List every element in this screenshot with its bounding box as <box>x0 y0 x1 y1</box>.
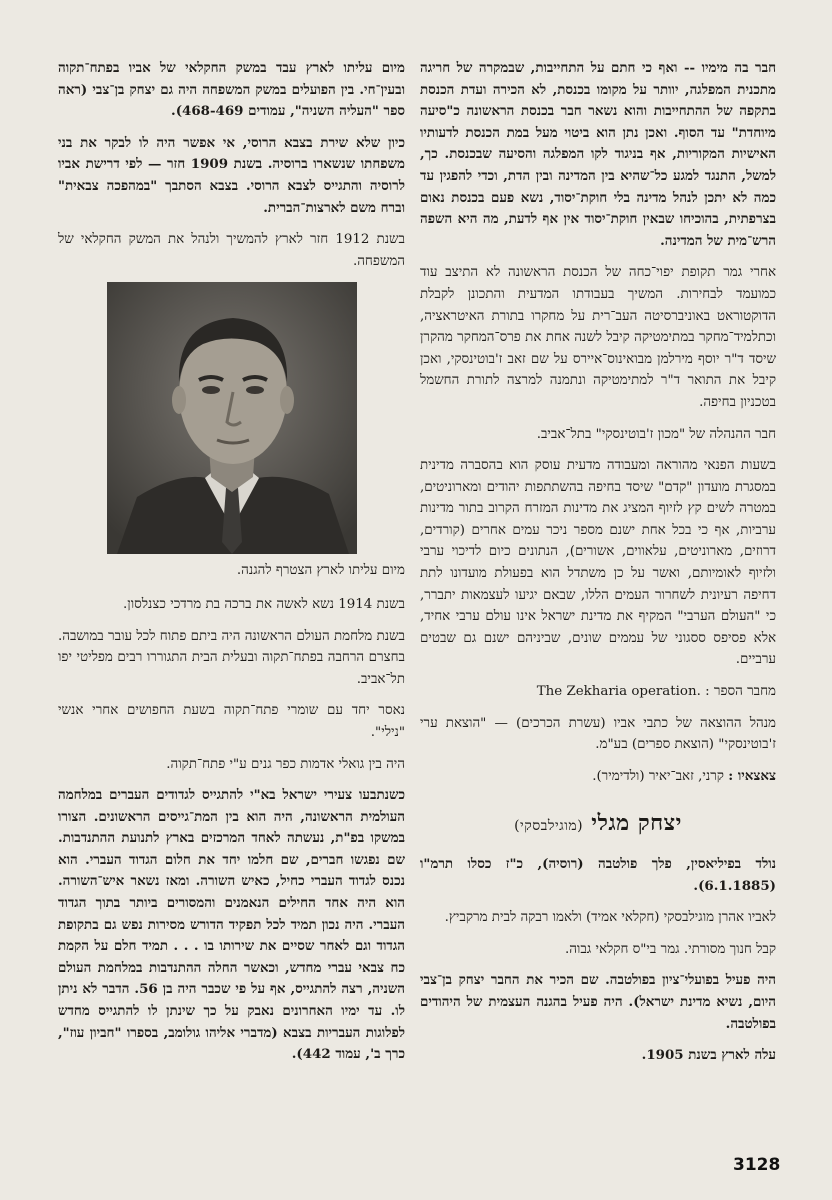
book-title: The Zekharia operation. <box>536 684 701 700</box>
paragraph: נולד בפיליאסין, פלך פולטבה (רוסיה), כ"ז כסלו תרמ"ו (6.1.1885). <box>420 856 776 894</box>
book-label: מחבר הספר : <box>705 684 776 700</box>
portrait-illustration <box>107 282 357 554</box>
paragraph: אחרי גמר תקופת יפוי־כחה של הכנסת הראשונה לא התיצב עוד כמועמד לבחירות. המשיך בעבודתו המדעית והתכונן לקבלת הדוקטוראט באוניברסיטה העב־רית על מחקרו בתורת האיטראציה, וכתלמיד־מחקר במתימטיקה קיבל לשנה אחת את פרס־המחקר מהקרן שיסד ד"ר יוסף מירלמן מבואינוס־איירס על שם זאב ז'בוטינסקי, ואכן קיבל את התואר ד"ר למתימטיקה ונתמנה למרצה לתורת החשמל בטכניון בחיפה. <box>420 265 776 410</box>
paragraph: קבל חנוך מסורתי. גמר בי"ס חקלאי גבוה. <box>564 941 776 957</box>
paragraph: חבר בה מימיו -- ואף כי חתם על התחייבות, שבמקרה של חריגה מתכנית המפלגה, יוותר על מקומו בכנסת, לא הכירה ועדת הכנסת בתקפה של ההתחייבות והוא נשאר חבר בכנסת הראשונה כ"סיעה מיוחדת" עד הסוף. ואכן נתן הוא ביטוי מעל במת הכנסת לדעותיו האישיות המקוריות, אף בניגוד לקו המפלגה והסיעה שבכנסת. כך, למשל, התנגד למגע כל־שהיא בין המדינה ובין הדת, וכדי להפגין עד כמה לא יתכן לנהל מדינה בלי חוקת־יסוד, נשא פעם בכנסת נאום בצרפתית, בהוכיחו שבאין חוקת־יסוד אין אף לדעת, מה היא השפה הרש־מית של המדינה. <box>420 60 776 249</box>
right-column <box>420 58 776 1077</box>
entry-heading <box>420 810 776 838</box>
paragraph: בשנת 1914 נשא לאשה את ברכה בת מרדכי כצנלסון. <box>123 596 405 612</box>
paragraph: מנהל ההוצאה של כתבי אביו (עשרת הכרכים) — "הוצאת ערי ז'בוטינסקי" (הוצאת ספרים) בע"מ. <box>420 715 776 753</box>
paragraph: בשנת 1912 חזר לארץ להמשיך ולנהל את המשק החקלאי של המשפחה. <box>58 232 405 269</box>
book-line <box>420 681 776 703</box>
paragraph: לאביו אהרן מוגילבסקי (חקלאי אמיד) ולאמו רבקה לבית מרקביץ. <box>444 910 776 926</box>
paragraph: מיום עליתו לארץ עבד במשק החקלאי של אביו בפתח־תקוה ובעין־חי. בין הפועלים במשק המשפחה היה גם יצחק בן־צבי (ראה ספר "העליה השניה", עמודים 468-469). <box>58 60 405 120</box>
photo-caption: מיום עליתו לארץ הצטרף להגנה. <box>236 563 405 579</box>
descendants-label: צאצאיו : <box>728 767 776 784</box>
paragraph: היה פעיל בפועלי־ציון בפולטבה. שם הכיר את החבר יצחק בן־צבי היום, נשיא מדינת ישראל). היה פעיל בהגנה העצמית של היהודים בפולטבה. <box>420 972 776 1032</box>
paragraph: חבר ההנהלה של "מכון ז'בוטינסקי" בתל־אביב. <box>536 426 776 442</box>
paragraph: בשנת מלחמת העולם הראשונה היה ביתם פתוח לכל עובר במושבה. בחצרם הרחבה בפתח־תקוה ובעלית הבית התגוררו רבים מפליטי יפו תל־אביב. <box>58 628 405 687</box>
descendants-text: קרני, זאב־יאיר (ולדימיר). <box>592 768 724 784</box>
paragraph: כיון שלא שירת בצבא הרוסי, אי אפשר היה לו לבקר את בני משפחתו שנשארו ברוסיה. בשנת 1909 חזר — לפי דרישת אביו לרוסיה והתגייס לצבא הרוסי. בצבא הסתבך "במהפכה צבאית" וברח משם לארצות־הברית. <box>58 134 405 216</box>
paragraph: נאסר יחד עם שומרי פתח־תקוה בשעת החפושים אחרי אנשי "נילי". <box>58 703 405 740</box>
paragraph: כשנתבעו צעירי ישראל בא"י להתגייס לגדודים העברים במלחמה העולמית הראשונה, היה הוא בין המת־גייסים הראשונים. הצורו במשקו בפ"ת, נעשתה לאחד המרכזים בארץ לתנועת ההתנדבות. שם נפגשו חברים, שם חלמו יחד את חלום הגדוד העברי. הוא נכנס לגדוד העברי כחיל, כאיש השורה. ומאז נשאר איש־השורה. הוא היה אחד החילים הנאמנים והמסורים ביותר בתוך הגדוד העברי. היה נכון תמיד לכל תפקיד הדורש מסירות נפש גם בתקופת הגדוד וגם לאחר שסיים את שירותו בו . . . תמיד חלם על הקמת כח צבאי עברי מחדש, וכאשר החלה ההתנדבות במלחמת העולם השניה, רצה להתגייס, אף על פי שכבר היה בן 56. הדבר לא ניתן לו. עד ימיו האחרונים נאבק על כך שינתן לו להתגייס מחדש לפלוגות העבריות בצבא (מדברי אליהו גולומב, בספרו "חביון עוז", כרך ב', עמוד 442). <box>58 787 405 1063</box>
portrait-image <box>107 282 357 554</box>
entry-original-name: (מוגילבסקי) <box>514 818 584 835</box>
page-number: 3128 <box>733 1155 781 1175</box>
paragraph: היה בין גואלי אדמות כפר גנים ע"י פתח־תקוה. <box>166 756 405 772</box>
portrait-photo <box>107 282 357 554</box>
paragraph: בשעות הפנאי מהוראה ומעבודה מדעית עוסק הוא בהסברה מדינית במסגרת מועדון "קדם" שיסד בחיפה בהשתתפות יהודים ומארוניטים, במטרה לשים קץ לזיוף המציג את מדינות המזרח הקרוב בתור מדינות ערביות, אף כי בכל אחת ישנם מספר ניכר עמים אחרים (קורדים, דרוזים, מארוניטים, עלאווים, אשורים), הנתונים כיום לדיכוי ערבי ולזיוף לאומיותם, ואשר על כן משתדל הוא בפעולת מועדונו לתת דחיפה רעיונית לשחרור העמים הללו, שבאם יגיעו לעצמאות יתברר, כי "העולם הערבי" המקיף את מדינת ישראל אינו עולם ערבי אחיד, אלא פסיפס ססגוני של עממים שונים, שביניהם ישנם גם שבטים ערביים. <box>420 458 776 668</box>
left-column <box>58 58 405 1076</box>
paragraph: עלה לארץ בשנת 1905. <box>641 1047 776 1064</box>
entry-name: יצחק מגלי <box>591 810 682 837</box>
descendants-line <box>420 766 776 788</box>
